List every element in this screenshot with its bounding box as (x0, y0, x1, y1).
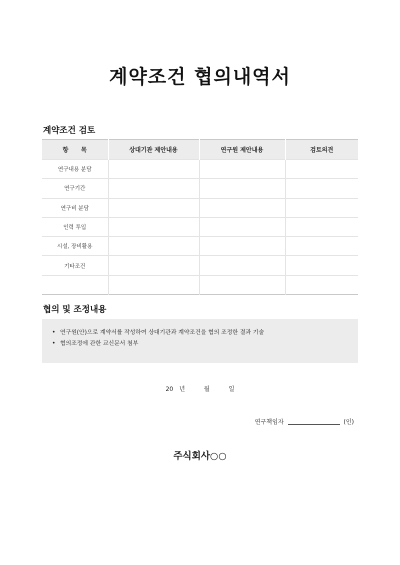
table-row (42, 198, 358, 217)
table-cell[interactable] (108, 237, 199, 256)
list-item (52, 328, 348, 339)
row-label[interactable] (42, 275, 108, 294)
date-year: 20 (165, 386, 174, 393)
table-row (42, 160, 358, 179)
row-label: 연구내용 분담 (42, 160, 108, 179)
table-cell[interactable] (108, 198, 199, 217)
adjustment-section-heading: 협의 및 조정내용 (43, 305, 107, 315)
column-header-review-opinion: 검토의견 (285, 140, 358, 160)
row-label: 연구기간 (42, 179, 108, 198)
row-label: 인력 투입 (42, 217, 108, 236)
row-label: 기타조건 (42, 256, 108, 275)
review-section-heading: 계약조건 검토 (43, 126, 96, 136)
table-cell[interactable] (285, 237, 358, 256)
table-row (42, 256, 358, 275)
signature-label: 연구책임자 (254, 419, 284, 426)
table-cell[interactable] (285, 160, 358, 179)
table-cell[interactable] (199, 198, 285, 217)
table-row (42, 237, 358, 256)
table-cell[interactable] (199, 275, 285, 294)
table-row (42, 217, 358, 236)
table-cell[interactable] (199, 237, 285, 256)
table-cell[interactable] (199, 217, 285, 236)
table-cell[interactable] (199, 179, 285, 198)
table-cell[interactable] (108, 256, 199, 275)
column-header-proposal-counterpart: 상대기관 제안내용 (108, 140, 199, 160)
table-cell[interactable] (285, 179, 358, 198)
table-cell[interactable] (108, 275, 199, 294)
seal-mark: (인) (343, 419, 354, 426)
table-cell[interactable] (108, 179, 199, 198)
row-label: 연구비 분담 (42, 198, 108, 217)
date-year-label: 년 (179, 386, 185, 393)
document-title: 계약조건 협의내역서 (109, 66, 291, 88)
column-header-proposal-institute: 연구원 제안내용 (199, 140, 285, 160)
table-cell[interactable] (285, 275, 358, 294)
column-header-item: 항 목 (42, 140, 108, 160)
table-row (42, 275, 358, 294)
table-cell[interactable] (108, 160, 199, 179)
table-cell[interactable] (285, 217, 358, 236)
list-item (52, 339, 348, 350)
table-cell[interactable] (285, 256, 358, 275)
date-day-label: 일 (228, 386, 235, 393)
date-month-label: 월 (203, 386, 210, 393)
date-line (0, 384, 400, 393)
bullet-icon: • (52, 341, 56, 347)
table-row (42, 179, 358, 198)
table-cell[interactable] (199, 160, 285, 179)
bullet-icon: • (52, 330, 56, 336)
adjustment-notes-box (42, 319, 358, 363)
note-text: 협의조정에 관한 교신문서 첨부 (60, 341, 139, 347)
signature-blank[interactable] (288, 424, 340, 425)
company-name: 주식회사○○ (173, 451, 227, 462)
signature-row (0, 417, 354, 426)
table-cell[interactable] (108, 217, 199, 236)
table-cell[interactable] (199, 256, 285, 275)
table-header-row (42, 140, 358, 160)
table-cell[interactable] (285, 198, 358, 217)
note-text: 연구원(안)으로 계약서를 작성하여 상대기관과 계약조건을 협의 조정한 결과 기술 (60, 330, 265, 336)
review-table (42, 139, 358, 295)
row-label: 시설, 장비활용 (42, 237, 108, 256)
